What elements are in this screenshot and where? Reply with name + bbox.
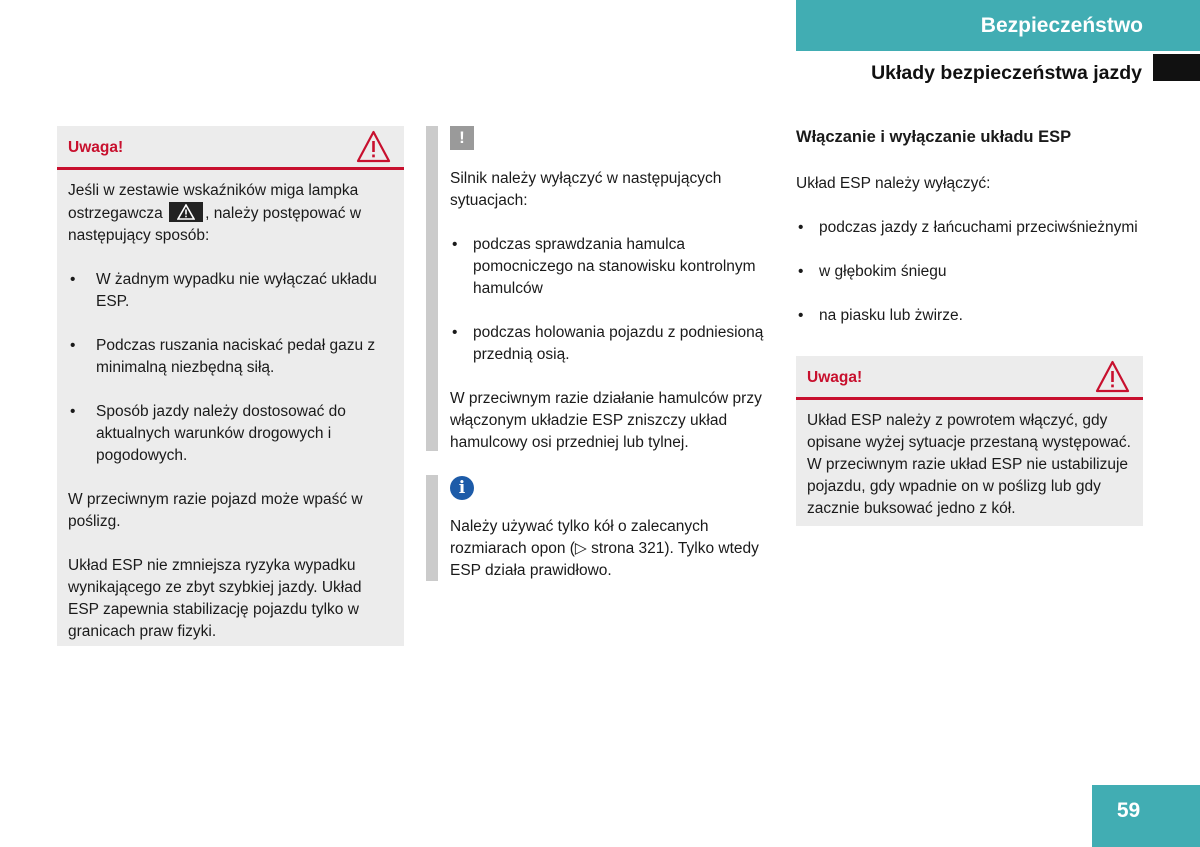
info-text: Należy używać tylko kół o zalecanych rozmiarach opon (▷ strona 321). Tylko wtedy ESP działa prawidłowo. xyxy=(450,518,759,579)
left-warning-box xyxy=(57,126,404,646)
note-text xyxy=(450,168,776,454)
info-side-bar xyxy=(426,475,438,581)
warning-intro: Jeśli w zestawie wskaźników miga lampka ostrzegawcza , należy postępować w następujący sposób: xyxy=(68,182,362,244)
exclamation-note-icon: ! xyxy=(450,126,474,150)
list-item: • Podczas ruszania naciskać pedał gazu z minimalną niezbędną siłą. xyxy=(70,337,376,376)
right-intro: Układ ESP należy wyłączyć: xyxy=(796,175,991,192)
warning-paragraph: Układ ESP należy z powrotem włączyć, gdy opisane wyżej sytuacje przestaną występować. W przeciwnym razie układ ESP nie ustabilizuje pojazdu, gdy wpadnie on w poślizg lub gdy zacznie buksować jedno z kół. xyxy=(807,412,1131,517)
warning-title: Uwaga! xyxy=(68,139,124,156)
note-side-bar xyxy=(426,126,438,451)
right-warning-box xyxy=(796,356,1143,526)
page-subtitle: Układy bezpieczeństwa jazdy xyxy=(871,62,1142,84)
right-bullet-list xyxy=(796,217,1143,327)
arrow-right-icon: ▷ xyxy=(574,540,587,557)
warning-bullet-list xyxy=(68,269,393,467)
note-bullet-list xyxy=(450,234,776,366)
note-paragraph: W przeciwnym razie działanie hamulców przy włączonym układzie ESP zniszczy układ hamulcowy osi przedniej lub tylnej. xyxy=(450,390,762,451)
warning-header xyxy=(796,356,1143,400)
right-column xyxy=(796,126,1143,349)
list-item: • na piasku lub żwirze. xyxy=(798,307,963,324)
list-item: • W żadnym wypadku nie wyłączać układu ESP. xyxy=(70,271,377,310)
warning-triangle-icon xyxy=(356,130,391,163)
section-heading: Włączanie i wyłączanie układu ESP xyxy=(796,128,1072,146)
page-number: 59 xyxy=(1092,785,1200,847)
info-icon: i xyxy=(450,476,474,500)
section-tab: Bezpieczeństwo xyxy=(796,0,1200,51)
warning-paragraph: W przeciwnym razie pojazd może wpaść w poślizg. xyxy=(68,491,363,530)
list-item: • Sposób jazdy należy dostosować do aktualnych warunków drogowych i pogodowych. xyxy=(70,403,346,464)
list-item: • podczas holowania pojazdu z podniesioną przednią osią. xyxy=(452,324,764,363)
warning-lamp-icon xyxy=(169,202,203,222)
warning-header xyxy=(57,126,404,170)
list-item: • podczas jazdy z łańcuchami przeciwśnieżnymi xyxy=(798,219,1138,236)
warning-title: Uwaga! xyxy=(807,369,863,386)
subtitle-bar xyxy=(1153,54,1200,81)
note-intro: Silnik należy wyłączyć w następujących sytuacjach: xyxy=(450,170,722,209)
list-item: • w głębokim śniegu xyxy=(798,263,947,280)
list-item: • podczas sprawdzania hamulca pomocniczego na stanowisku kontrolnym hamulców xyxy=(452,236,756,297)
warning-paragraph: Układ ESP nie zmniejsza ryzyka wypadku wynikającego ze zbyt szybkiej jazdy. Układ ESP zapewnia stabilizację pojazdu tylko w granicach praw fizyki. xyxy=(68,557,362,640)
warning-triangle-icon xyxy=(1095,360,1130,393)
